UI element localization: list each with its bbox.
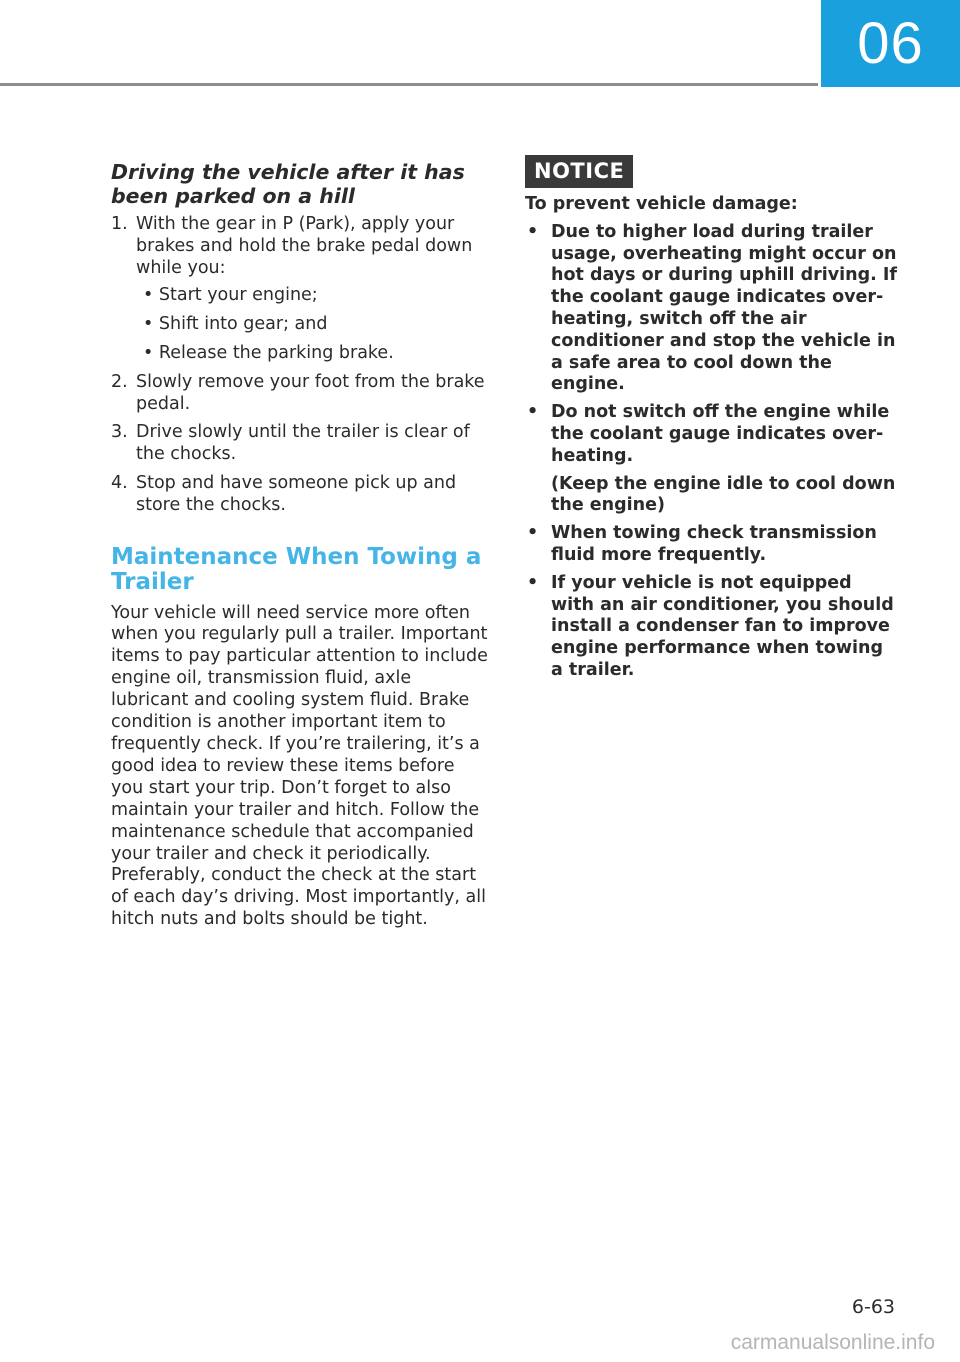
sub-bullet: • Start your engine; [143, 285, 318, 306]
notice-item-text: If your vehicle is not equipped with an air conditioner, you should install a condenser fan to improve engine performance when towing a trailer. [551, 572, 894, 680]
section-title-maintenance: Maintenance When Towing a Trailer [111, 543, 482, 595]
step-number: 1. [111, 214, 128, 234]
notice-intro: To prevent vehicle damage: [525, 194, 798, 214]
notice-badge: NOTICE [525, 155, 633, 188]
step-sublist [136, 285, 491, 364]
notice-list [525, 222, 900, 682]
notice-item [525, 402, 900, 517]
notice-item [525, 573, 900, 682]
step-text: Stop and have someone pick up and store the chocks. [136, 472, 457, 515]
bullet-icon: • [527, 572, 539, 593]
bullet-icon: • [527, 523, 539, 544]
step-text: Drive slowly until the trailer is clear of the chocks. [136, 422, 470, 465]
step-item [111, 422, 491, 466]
watermark: carmanualsonline.info [730, 1331, 935, 1354]
step-number: 2. [111, 371, 128, 392]
notice-item-text: When towing check transmission fluid more frequently. [551, 523, 877, 565]
steps-list [111, 214, 491, 517]
notice-item-text: Due to higher load during trailer usage, overheating might occur on hot days or during uphill driving. If the coolant gauge indicates over-heating, switch off the air conditioner and stop the vehicle in a safe area to cool down the engine. [551, 221, 898, 395]
notice-item-text: Do not switch off the engine while the coolant gauge indicates over-heating. [551, 402, 890, 466]
step-item [111, 214, 491, 365]
step-number: 4. [111, 472, 128, 493]
section-body: Your vehicle will need service more often when you regularly pull a trailer. Important items to pay particular attention to include engine oil, transmission fluid, axle lubricant and cooling system fluid. Brake condition is another important item to frequently check. If you’re trailering, it’s a good idea to review these items before you start your trip. Don’t forget to also maintain your trailer and hitch. Follow the maintenance schedule that accompanied your trailer and check it periodically. Preferably, conduct the check at the start of each day’s driving. Most importantly, all hitch nuts and bolts should be tight. [111, 602, 488, 930]
step-item [111, 372, 491, 416]
step-text: With the gear in P (Park), apply your brakes and hold the brake pedal down while you: [136, 214, 473, 278]
notice-item [525, 523, 900, 567]
chapter-tab [821, 0, 960, 87]
page-number: 6-63 [851, 1296, 895, 1318]
header-rule [0, 83, 818, 86]
chapter-number: 06 [857, 11, 924, 76]
step-text: Slowly remove your foot from the brake pedal. [136, 371, 485, 414]
step-number: 3. [111, 422, 128, 443]
subheading-hill-parking: Driving the vehicle after it has been parked on a hill [111, 160, 465, 208]
notice-item-note: (Keep the engine idle to cool down the engine) [551, 473, 896, 516]
sub-bullet: • Shift into gear; and [143, 314, 328, 335]
bullet-icon: • [527, 402, 539, 423]
right-column [525, 155, 900, 688]
sub-bullet: • Release the parking brake. [143, 342, 394, 363]
notice-item [525, 222, 900, 396]
left-column [111, 160, 491, 931]
bullet-icon: • [527, 221, 539, 242]
step-item [111, 473, 491, 517]
